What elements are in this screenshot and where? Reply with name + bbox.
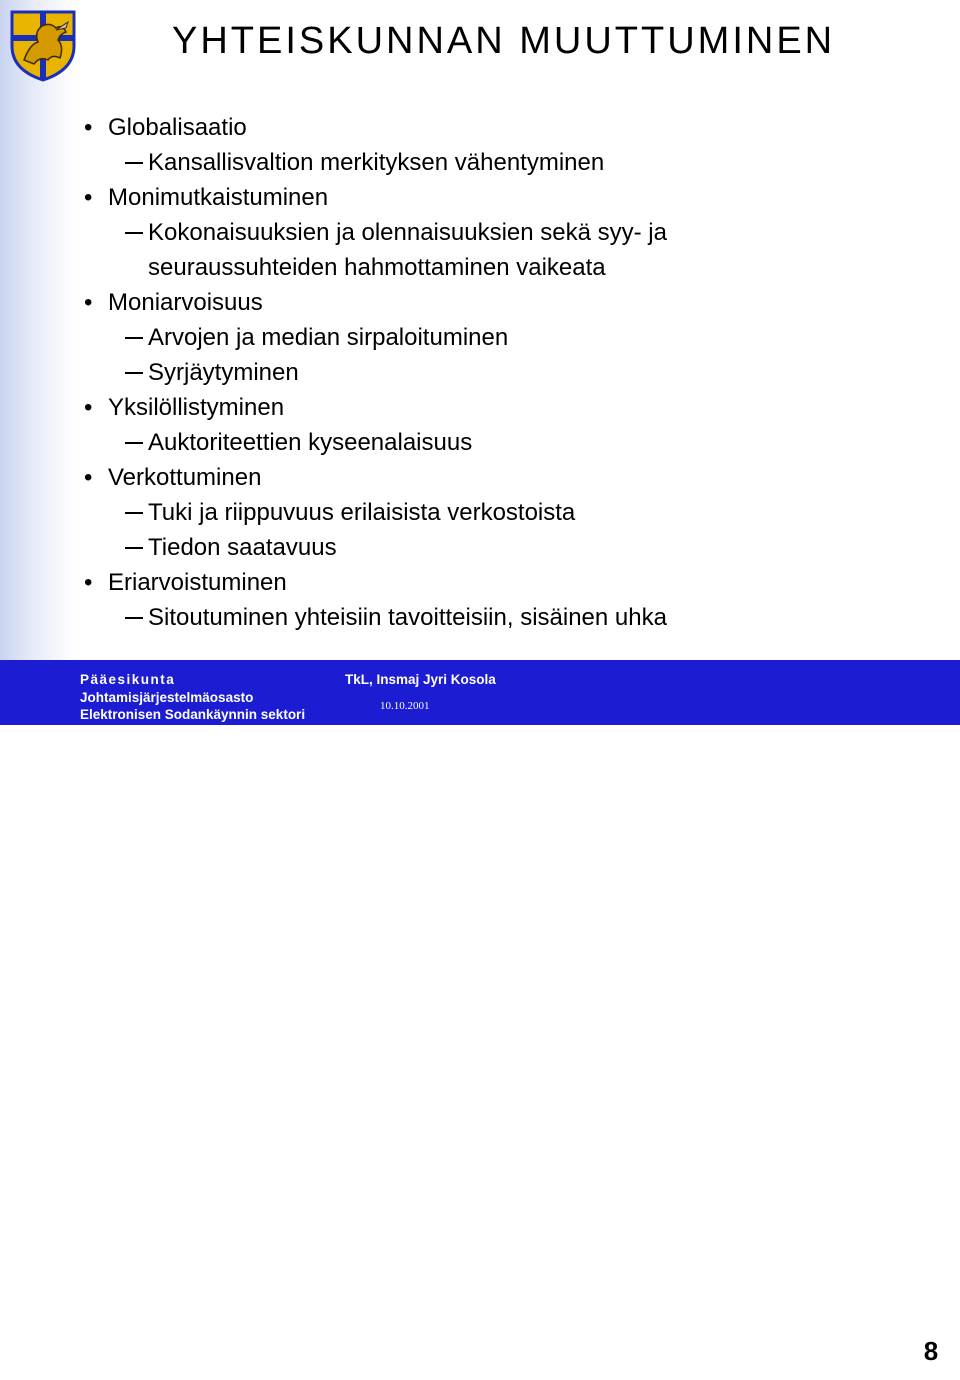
bullet-text: Tuki ja riippuvuus erilaisista verkostoista [148,499,576,526]
side-gradient-band [0,0,75,660]
sub-bullet-item [82,425,942,460]
footer-org-line3: Elektronisen Sodankäynnin sektori [80,707,306,722]
sub-bullet-item [82,495,942,530]
dash-icon [125,232,143,234]
bullet-icon: • [84,464,93,491]
dash-icon [125,372,143,374]
page-number-box [905,1328,957,1380]
lion-emblem-icon [4,4,82,82]
bullet-text: Monimutkaistuminen [108,184,329,211]
bullet-text: Yksilöllistyminen [108,394,285,421]
bullet-text: Tiedon saatavuus [148,534,337,561]
dash-icon [125,162,143,164]
bullet-icon: • [84,289,93,316]
footer-author: TkL, Insmaj Jyri Kosola [345,672,496,687]
bullet-text: Kokonaisuuksien ja olennaisuuksien sekä syy- ja [148,219,667,246]
footer-org-line2: Johtamisjärjestelmäosasto [80,690,254,705]
bullet-text: Arvojen ja median sirpaloituminen [148,324,509,351]
sub-bullet-continuation [82,250,942,285]
bullet-item [82,460,942,495]
sub-bullet-item [82,600,942,635]
bullet-text: Globalisaatio [108,114,247,141]
bullet-icon: • [84,184,93,211]
footer-org-line1: Pääesikunta [80,672,176,687]
dash-icon [125,547,143,549]
bullet-text: Eriarvoistuminen [108,569,287,596]
sub-bullet-item [82,215,942,250]
bullet-icon: • [84,569,93,596]
sub-bullet-item [82,530,942,565]
page-number: 8 [923,1336,939,1366]
dash-icon [125,337,143,339]
bullet-text: seuraussuhteiden hahmottaminen vaikeata [148,254,606,281]
bullet-icon: • [84,394,93,421]
sub-bullet-item [82,145,942,180]
sub-bullet-item [82,355,942,390]
bullet-item [82,180,942,215]
footer-bar [0,660,960,1366]
bullet-item [82,565,942,600]
bullet-list [82,110,942,635]
bullet-text: Auktoriteettien kyseenalaisuus [148,429,473,456]
footer-date: 10.10.2001 [380,700,430,712]
bullet-item [82,110,942,145]
bullet-text: Syrjäytyminen [148,359,299,386]
bullet-item [82,285,942,320]
bullet-text: Kansallisvaltion merkityksen vähentyminen [148,149,605,176]
bullet-text: Moniarvoisuus [108,289,263,316]
dash-icon [125,512,143,514]
dash-icon [125,617,143,619]
dash-icon [125,442,143,444]
slide-title: YHTEISKUNNAN MUUTTUMINEN [172,20,836,62]
bullet-text: Sitoutuminen yhteisiin tavoitteisiin, sisäinen uhka [148,604,667,631]
sub-bullet-item [82,320,942,355]
bullet-icon: • [84,114,93,141]
bullet-text: Verkottuminen [108,464,262,491]
bullet-item [82,390,942,425]
